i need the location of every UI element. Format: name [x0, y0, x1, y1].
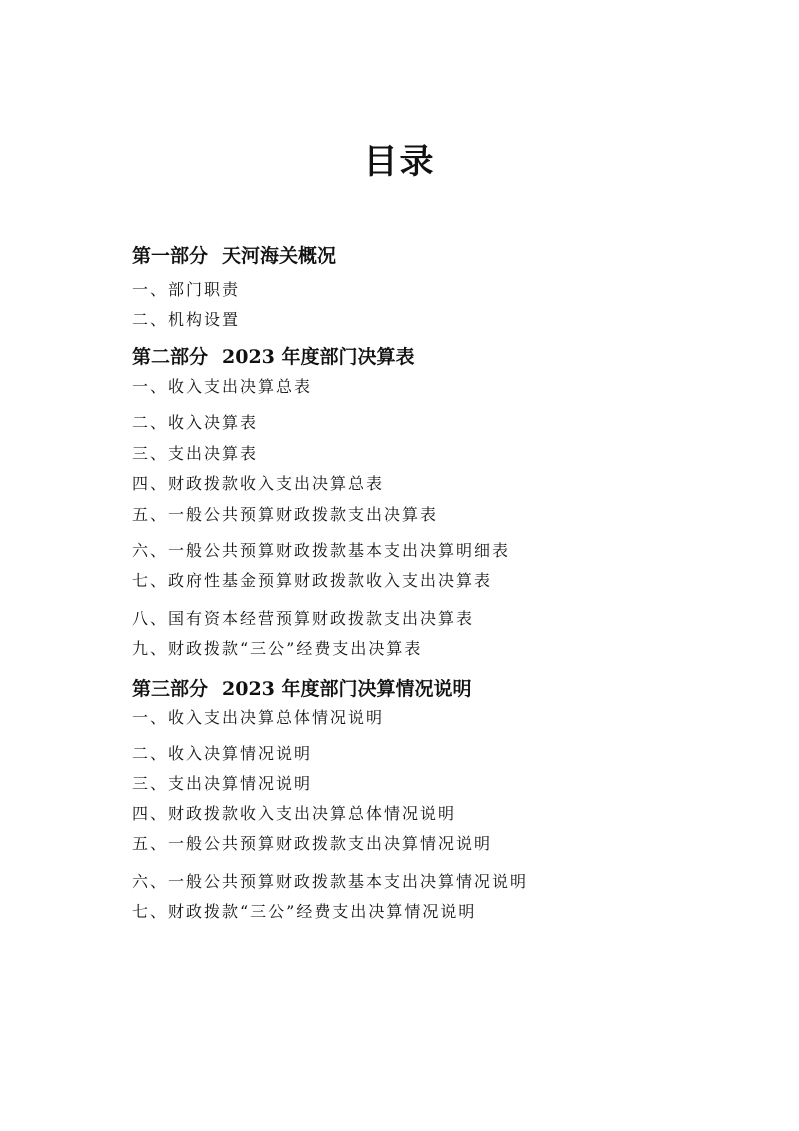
toc-item[interactable]: 三、支出决算表: [132, 444, 259, 463]
page-title: 目录: [363, 142, 436, 182]
toc-item[interactable]: 一、收入支出决算总体情况说明: [132, 708, 385, 727]
toc-item[interactable]: 一、部门职责: [132, 280, 241, 299]
toc-item[interactable]: 七、财政拨款“三公”经费支出决算情况说明: [132, 902, 477, 921]
part-title: 2023 年度部门决算表: [222, 346, 415, 368]
toc-item[interactable]: 六、一般公共预算财政拨款基本支出决算明细表: [132, 541, 511, 560]
toc-item[interactable]: 五、一般公共预算财政拨款支出决算情况说明: [132, 834, 493, 853]
toc-item[interactable]: 六、一般公共预算财政拨款基本支出决算情况说明: [132, 872, 529, 891]
toc-item[interactable]: 七、政府性基金预算财政拨款收入支出决算表: [132, 571, 493, 590]
toc-item[interactable]: 四、财政拨款收入支出决算总体情况说明: [132, 804, 457, 823]
toc-item[interactable]: 四、财政拨款收入支出决算总表: [132, 474, 385, 493]
part-number: 第一部分: [132, 245, 209, 267]
part-heading-2[interactable]: [132, 345, 415, 369]
toc-item[interactable]: 二、收入决算表: [132, 413, 259, 432]
part-title: 2023 年度部门决算情况说明: [222, 678, 472, 700]
part-number: 第三部分: [132, 678, 209, 700]
toc-item[interactable]: 三、支出决算情况说明: [132, 774, 313, 793]
toc-item[interactable]: 五、一般公共预算财政拨款支出决算表: [132, 505, 439, 524]
toc-item[interactable]: 一、收入支出决算总表: [132, 377, 313, 396]
part-heading-3[interactable]: [132, 677, 472, 701]
part-heading-1[interactable]: [132, 244, 336, 268]
toc-item[interactable]: 二、收入决算情况说明: [132, 744, 313, 763]
toc-item[interactable]: 九、财政拨款“三公”经费支出决算表: [132, 639, 423, 658]
toc-item[interactable]: 八、国有资本经营预算财政拨款支出决算表: [132, 609, 475, 628]
part-number: 第二部分: [132, 346, 209, 368]
toc-item[interactable]: 二、机构设置: [132, 310, 241, 329]
part-title: 天河海关概况: [222, 245, 337, 267]
